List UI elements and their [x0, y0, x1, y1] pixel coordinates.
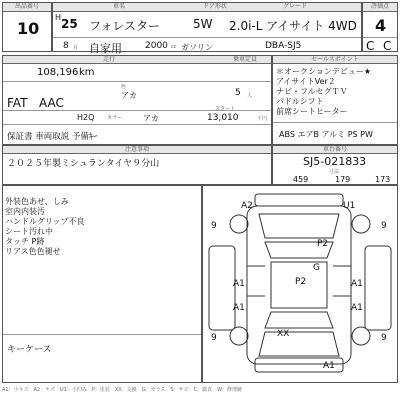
month-unit: 月	[73, 45, 79, 51]
mileage-header: 走行	[103, 56, 116, 63]
mark-xx: XX	[277, 329, 290, 339]
dims-header: 寸法	[329, 169, 340, 175]
color-code-header: カラー	[107, 115, 123, 121]
month: 8	[63, 41, 69, 51]
wheel-front-right	[352, 215, 370, 233]
car-name: フォレスター	[89, 19, 161, 33]
damage-diagram	[202, 185, 398, 383]
trunk-outline	[259, 332, 339, 356]
seat-capacity: 5	[235, 88, 241, 98]
divider	[53, 37, 361, 38]
tire-fr-depth: 9	[381, 221, 387, 231]
tire-rl-depth: 9	[211, 333, 217, 343]
divider	[273, 122, 397, 123]
inspector-line-4: シート汚れ中	[5, 227, 53, 236]
cc-unit: cc	[171, 44, 177, 50]
fuel-type: ガソリン	[181, 43, 213, 52]
vehicle-info-cell	[52, 2, 362, 55]
mark-a1-bumper: A1	[323, 361, 335, 371]
inspector-line-3: ハンドルグリップ不良	[5, 217, 85, 226]
front-bumper	[255, 194, 343, 206]
notes-block	[2, 145, 272, 185]
mark-g: G	[313, 263, 320, 273]
vin-header: 車台番号	[273, 146, 397, 154]
body-color: アカ	[121, 91, 137, 100]
exterior-grade: C	[383, 39, 392, 53]
price-unit: 千円	[257, 116, 268, 122]
inspector-line-5: タッチ P跡	[5, 237, 45, 246]
inspector-line-1: 外装色あせ、しみ	[5, 197, 69, 206]
documents: 保証書 車両取説 予備ｷｰ	[7, 132, 98, 142]
sales-point-4: パドルシフト	[276, 97, 324, 106]
model-year: 25	[61, 17, 78, 31]
sales-points-header: セールスポイント	[273, 56, 397, 64]
divider	[3, 334, 201, 335]
usage: 自家用	[89, 42, 122, 55]
wheel-rear-left	[230, 327, 248, 345]
divider	[363, 37, 397, 38]
air-conditioning: AAC	[39, 96, 64, 110]
mileage: 108,196	[37, 67, 79, 78]
transmission: FAT	[7, 96, 28, 110]
notes-text: ２０２５年製ミシュランタイヤ９分山	[7, 159, 160, 169]
sales-point-3: ナビ・フルセグＴＶ	[276, 87, 348, 96]
inspector-block	[2, 185, 202, 383]
sales-point-5: 前席シートヒーター	[276, 107, 348, 116]
extras-text: キーケース	[7, 345, 52, 355]
left-side-profile	[209, 246, 235, 330]
model-code: DBA-SJ5	[265, 41, 302, 51]
seats-header: 乗車定員	[233, 56, 258, 63]
interior-color: アカ	[143, 114, 159, 123]
divider	[3, 81, 271, 82]
height-value: 173	[375, 175, 391, 184]
grade: 2.0i-L アイサイト 4WD	[229, 19, 357, 33]
score-header: 評価点	[363, 3, 397, 12]
notes-header: 注意事項	[3, 146, 271, 154]
mileage-unit: km	[79, 67, 95, 78]
sales-point-1: ＊オークションデビュー★	[276, 67, 372, 76]
tire-fl-depth: 9	[211, 221, 217, 231]
sales-point-2: アイサイトVer２	[276, 77, 336, 86]
mark-a1-rear-right: A1	[351, 303, 363, 313]
hood-outline	[259, 214, 339, 238]
start-price-header: スタート	[215, 106, 236, 112]
mark-u1: U1	[343, 201, 356, 211]
color-code: H2Q	[77, 113, 95, 122]
grade-header: グレード	[283, 3, 308, 10]
lot-number-cell	[2, 2, 52, 52]
lot-number: 10	[17, 19, 40, 38]
inspector-line-2: 室内内装汚	[5, 207, 45, 216]
right-side-profile	[365, 246, 391, 330]
mark-a1-rear-left: A1	[233, 303, 245, 313]
mark-p2-roof: P2	[295, 277, 307, 287]
wheel-front-left	[230, 215, 248, 233]
details-block	[2, 55, 272, 145]
auction-score: 4	[375, 16, 387, 35]
car-name-header: 車名	[113, 3, 126, 10]
lot-number-header: 出品番号	[3, 3, 51, 12]
era-letter: H	[55, 13, 62, 22]
length-value: 459	[293, 175, 309, 184]
mark-p2-hood: P2	[317, 239, 329, 249]
divider	[3, 124, 271, 125]
car-outline	[203, 186, 397, 382]
tire-rr-depth: 9	[381, 333, 387, 343]
sales-points-block	[272, 55, 398, 145]
rear-glass-outline	[265, 312, 333, 328]
doors-header: ドア形状	[203, 3, 227, 10]
engine-cc: 2000	[145, 41, 168, 51]
width-value: 179	[335, 175, 351, 184]
mark-a2: A2	[241, 201, 253, 211]
vin-block	[272, 145, 398, 185]
start-price: 13,010	[207, 113, 239, 123]
mark-a1-left: A1	[233, 279, 245, 289]
options-line: ABS エアB アルミ PS PW	[279, 130, 373, 139]
score-cell	[362, 2, 398, 52]
wheel-rear-right	[352, 327, 370, 345]
seats-unit: 人	[247, 93, 253, 99]
door-type: 5W	[193, 17, 213, 31]
interior-grade: C	[366, 39, 375, 53]
inspector-line-6: リアス色色褪せ	[5, 247, 61, 256]
legend-footer: A1：小キズ A2：キズ U1：小凹み P：塗装 XX：交換 G：ガラス S：サビ C：腐食 W：修理跡	[2, 387, 243, 393]
color-header: 色	[121, 84, 127, 90]
mark-a1-right: A1	[351, 279, 363, 289]
vin-number: SJ5-021833	[303, 155, 367, 168]
